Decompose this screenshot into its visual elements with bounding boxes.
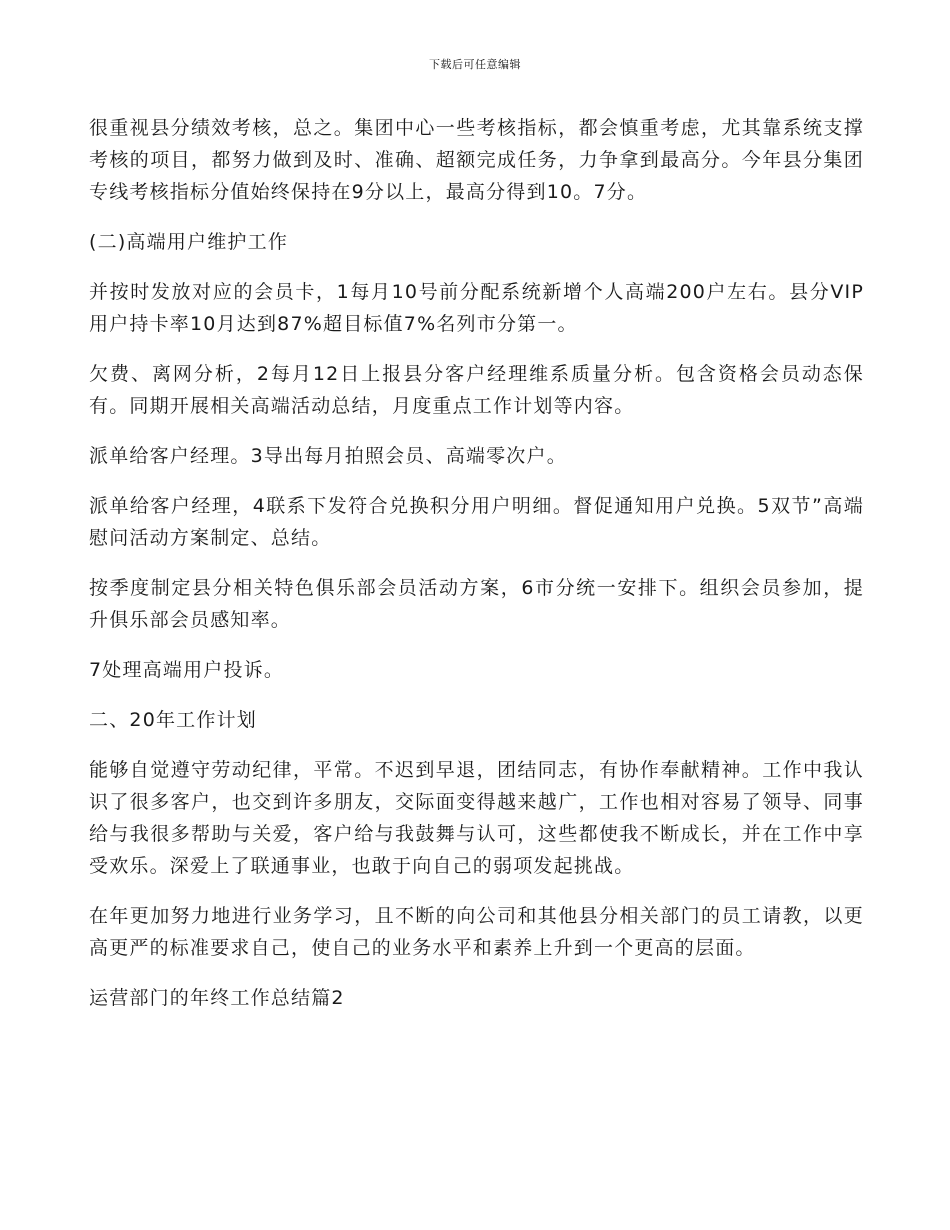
paragraph: 派单给客户经理，4联系下发符合兑换积分用户明细。督促通知用户兑换。5双节”高端慰问活动方案制定、总结。	[89, 495, 864, 549]
section-heading: (二)高端用户维护工作	[89, 231, 289, 253]
section-heading: 二、20年工作计划	[89, 709, 257, 731]
paragraph: 欠费、离网分析，2每月12日上报县分客户经理维系质量分析。包含资格会员动态保有。同期开展相关高端活动总结，月度重点工作计划等内容。	[89, 363, 864, 417]
paragraph: 能够自觉遵守劳动纪律，平常。不迟到早退，团结同志，有协作奉献精神。工作中我认识了很多客户，也交到许多朋友，交际面变得越来越广，工作也相对容易了领导、同事给与我很多帮助与关爱，客户给与我鼓舞与认可，这些都使我不断成长，并在工作中享受欢乐。深爱上了联通事业，也敢于向自己的弱项发起挑战。	[89, 759, 864, 877]
paragraph: 并按时发放对应的会员卡，1每月10号前分配系统新增个人高端200户左右。县分VIP用户持卡率10月达到87%超目标值7%名列市分第一。	[89, 281, 864, 335]
paragraph: 很重视县分绩效考核，总之。集团中心一些考核指标，都会慎重考虑，尤其靠系统支撑考核的项目，都努力做到及时、准确、超额完成任务，力争拿到最高分。今年县分集团专线考核指标分值始终保持在9分以上，最高分得到10。7分。	[89, 117, 864, 203]
paragraph: 在年更加努力地进行业务学习，且不断的向公司和其他县分相关部门的员工请教，以更高更严的标准要求自己，使自己的业务水平和素养上升到一个更高的层面。	[89, 905, 864, 959]
paragraph: 派单给客户经理。3导出每月拍照会员、高端零次户。	[89, 445, 567, 467]
paragraph: 7处理高端用户投诉。	[89, 659, 285, 681]
paragraph: 按季度制定县分相关特色俱乐部会员活动方案，6市分统一安排下。组织会员参加，提升俱乐部会员感知率。	[89, 577, 864, 631]
document-body	[89, 112, 864, 1032]
page-header: 下载后可任意编辑	[429, 58, 521, 71]
section-heading: 运营部门的年终工作总结篇2	[89, 987, 345, 1009]
